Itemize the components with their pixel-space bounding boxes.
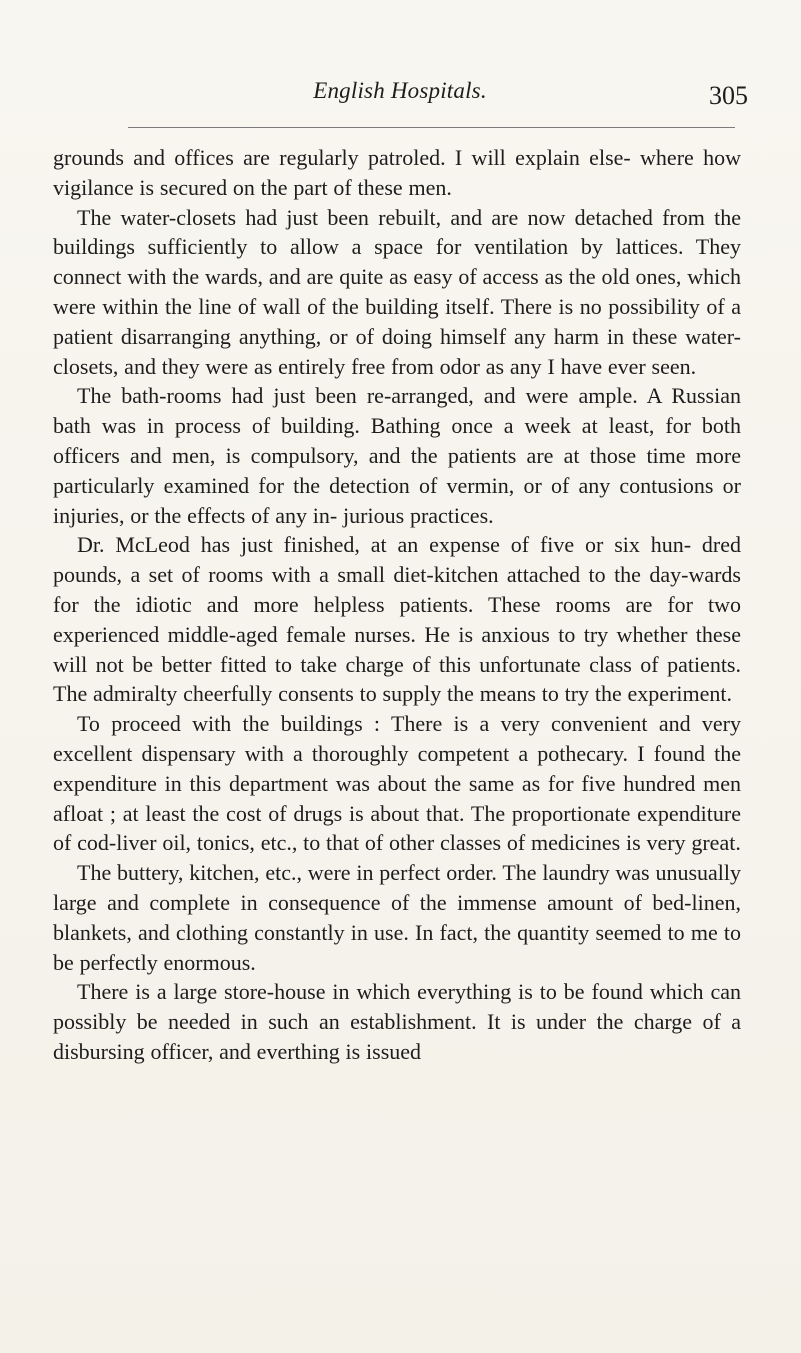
header-rule (128, 127, 735, 128)
paragraph-6: The buttery, kitchen, etc., were in perfect order. The laundry was unusually large and complete in consequence of the immense amount of bed-linen, blankets, and clothing constantly in use. In fact, the quantity seemed to me to be perfectly enormous. (53, 860, 741, 975)
paragraph-4: Dr. McLeod has just finished, at an expense of five or six hun- dred pounds, a set of rooms with a small diet-kitchen attached to the day-wards for the idiotic and more helpless patients. These rooms are for two experienced middle-aged female nurses. He is anxious to try whether these will not be better fitted to take charge of this unfortunate class of patients. The admiralty cheerfully consents to supply the means to try the experiment. (53, 532, 741, 707)
paragraph-5: To proceed with the buildings : There is a very convenient and very excellent dispensary with a thoroughly competent a pothecary. I found the expenditure in this department was about the same as for five hundred men afloat ; at least the cost of drugs is about that. The proportionate expenditure of cod-liver oil, tonics, etc., to that of other classes of medicines is very great. (53, 711, 741, 856)
running-head (0, 78, 801, 118)
paragraph-1: grounds and offices are regularly patroled. I will explain else- where how vigilance is secured on the part of these men. (53, 145, 741, 200)
paragraph-2: The water-closets had just been rebuilt, and are now detached from the buildings sufficiently to allow a space for ventilation by lattices. They connect with the wards, and are quite as easy of access as the old ones, which were within the line of wall of the building itself. There is no possibility of a patient disarranging anything, or of doing himself any harm in these water-closets, and they were as entirely free from odor as any I have ever seen. (53, 204, 741, 379)
paragraph-7: There is a large store-house in which everything is to be found which can possibly be needed in such an establishment. It is under the charge of a disbursing officer, and everthing is issued (53, 979, 741, 1064)
running-title: English Hospitals. (313, 78, 487, 103)
page-number: 305 (709, 81, 748, 110)
paragraph-3: The bath-rooms had just been re-arranged, and were ample. A Russian bath was in process of building. Bathing once a week at least, for both officers and men, is compulsory, and the patients are at those time more particularly examined for the detection of vermin, or of any contusions or injuries, or the effects of any in- jurious practices. (53, 383, 741, 528)
page-body (53, 143, 741, 1067)
